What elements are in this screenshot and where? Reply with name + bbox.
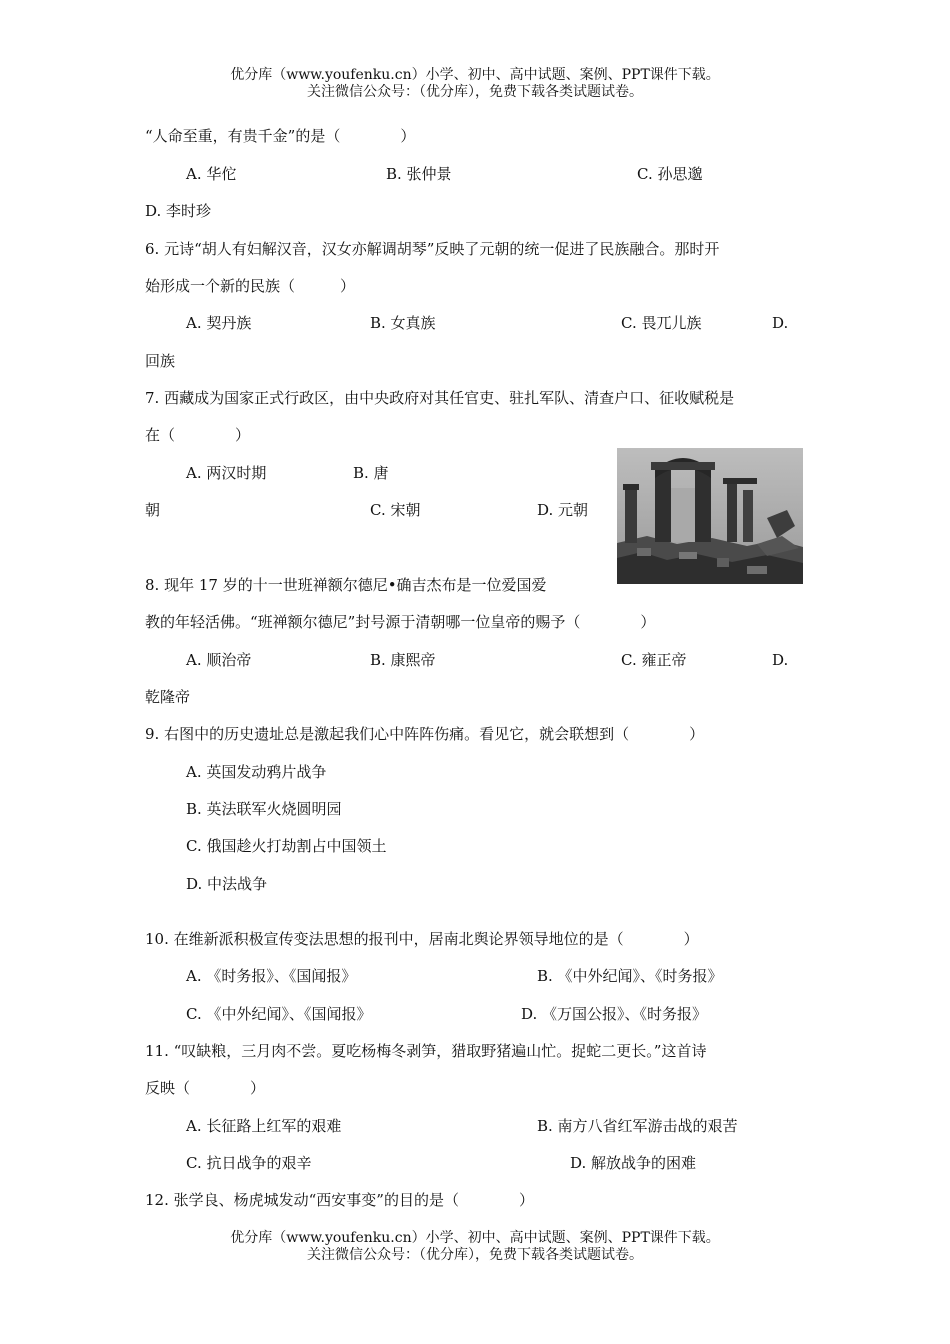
header-line-1: 优分库（www.youfenku.cn）小学、初中、高中试题、案例、PPT课件下载。 (230, 67, 720, 83)
page-footer (0, 1230, 950, 1264)
q5-stem-tail: “人命至重，有贵千金”的是（ ） (145, 127, 416, 145)
q11-option-a: A. 长征路上红军的艰难 (186, 1117, 342, 1135)
q7-option-a: A. 两汉时期 (186, 464, 267, 482)
q9-option-b: B. 英法联军火烧圆明园 (186, 800, 342, 818)
q5-option-a: A. 华佗 (186, 165, 237, 183)
q8-stem-line-2: 教的年轻活佛。“班禅额尔德尼”封号源于清朝哪一位皇帝的赐予（ ） (145, 613, 656, 631)
q8-option-d-label: D. (772, 651, 789, 669)
q5-option-d: D. 李时珍 (145, 202, 212, 220)
footer-line-1: 优分库（www.youfenku.cn）小学、初中、高中试题、案例、PPT课件下载。 (230, 1230, 720, 1246)
q6-option-d-text: 回族 (145, 352, 176, 370)
q5-option-b: B. 张仲景 (386, 165, 452, 183)
q6-stem-line-1: 6. 元诗“胡人有妇解汉音，汉女亦解调胡琴”反映了元朝的统一促进了民族融合。那时开 (145, 240, 720, 258)
q12-stem-line-1: 12. 张学良、杨虎城发动“西安事变”的目的是（ ） (145, 1191, 534, 1209)
q7-stem-line-2: 在（ ） (145, 426, 251, 444)
q10-option-c: C. 《中外纪闻》、《国闻报》 (186, 1005, 372, 1023)
q9-option-a: A. 英国发动鸦片战争 (186, 763, 327, 781)
q10-stem-line-1: 10. 在维新派积极宣传变法思想的报刊中，居南北舆论界领导地位的是（ ） (145, 930, 699, 948)
q7-stem-line-1: 7. 西藏成为国家正式行政区，由中央政府对其任官吏、驻扎军队、清查户口、征收赋税是 (145, 389, 735, 407)
q11-stem-line-1: 11. “叹缺粮，三月肉不尝。夏吃杨梅冬剥笋，猎取野猪遍山忙。捉蛇二更长。”这首诗 (145, 1042, 707, 1060)
q7-option-b-continued: 朝 (145, 501, 161, 519)
q11-option-b: B. 南方八省红军游击战的艰苦 (537, 1117, 738, 1135)
q10-option-b: B. 《中外纪闻》、《时务报》 (537, 967, 723, 985)
q5-option-c: C. 孙思邈 (637, 165, 703, 183)
q6-stem-line-2: 始形成一个新的民族（ ） (145, 277, 356, 295)
q8-option-d-text: 乾隆帝 (145, 688, 191, 706)
q6-option-c: C. 畏兀儿族 (621, 314, 702, 332)
q11-stem-line-2: 反映（ ） (145, 1079, 266, 1097)
q8-stem-line-1: 8. 现年 17 岁的十一世班禅额尔德尼•确吉杰布是一位爱国爱 (145, 576, 547, 594)
q8-option-a: A. 顺治帝 (186, 651, 252, 669)
q8-option-b: B. 康熙帝 (370, 651, 436, 669)
page-header (0, 67, 950, 101)
q9-option-d: D. 中法战争 (186, 875, 268, 893)
footer-line-2: 关注微信公众号：（优分库），免费下载各类试题试卷。 (307, 1247, 643, 1263)
ruins-photo (617, 448, 803, 584)
q10-option-a: A. 《时务报》、《国闻报》 (186, 967, 357, 985)
q6-option-d-label: D. (772, 314, 789, 332)
q7-option-d: D. 元朝 (537, 501, 589, 519)
q7-option-b: B. 唐 (353, 464, 389, 482)
q6-option-b: B. 女真族 (370, 314, 436, 332)
q11-option-d: D. 解放战争的困难 (570, 1154, 697, 1172)
q7-option-c: C. 宋朝 (370, 501, 421, 519)
q9-option-c: C. 俄国趁火打劫割占中国领土 (186, 837, 387, 855)
q10-option-d: D. 《万国公报》、《时务报》 (521, 1005, 708, 1023)
q6-option-a: A. 契丹族 (186, 314, 252, 332)
q9-stem-line-1: 9. 右图中的历史遗址总是激起我们心中阵阵伤痛。看见它，就会联想到（ ） (145, 725, 705, 743)
q11-option-c: C. 抗日战争的艰辛 (186, 1154, 312, 1172)
header-line-2: 关注微信公众号：（优分库），免费下载各类试题试卷。 (307, 84, 643, 100)
q8-option-c: C. 雍正帝 (621, 651, 687, 669)
